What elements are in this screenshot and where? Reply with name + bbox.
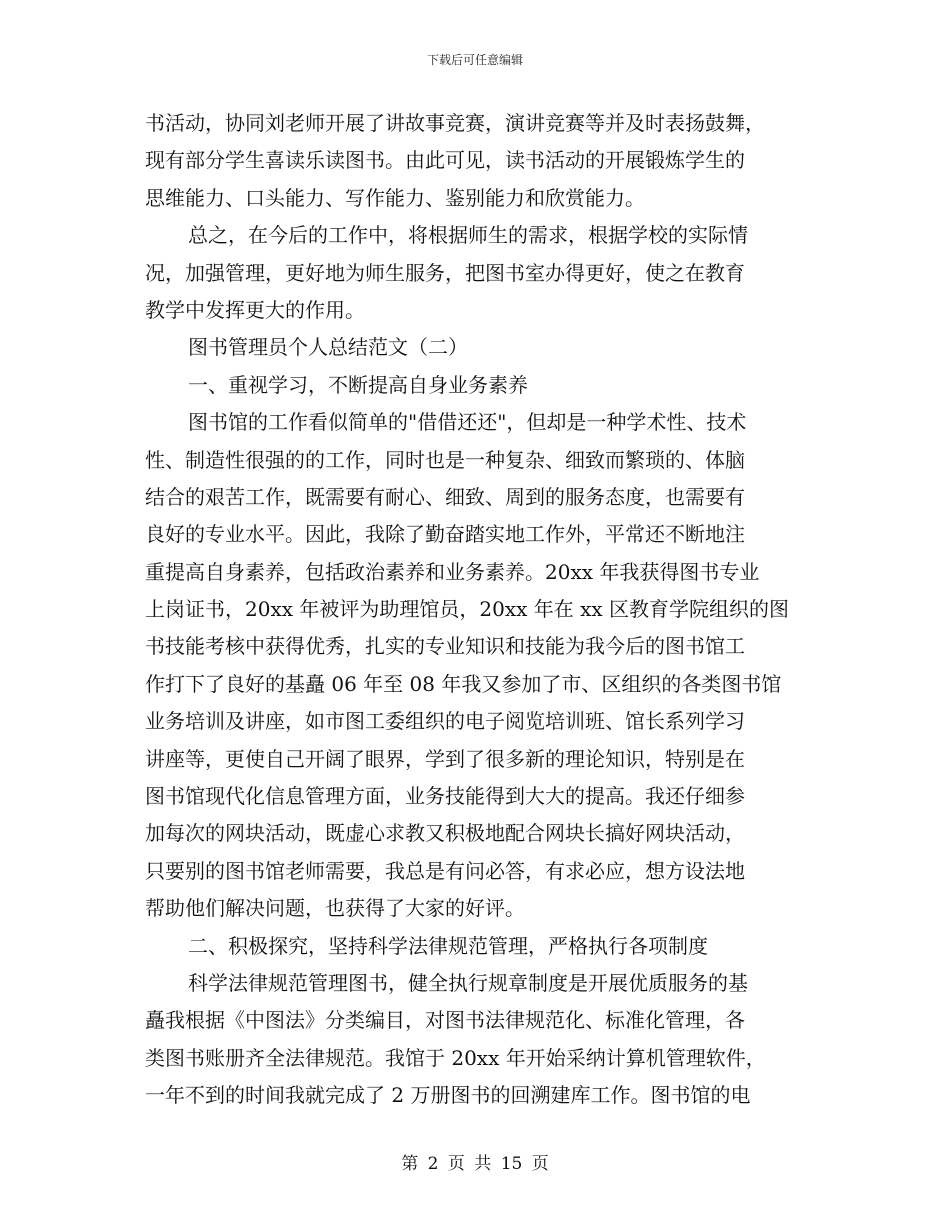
page-header: 下载后可任意编辑 [426,53,523,67]
text-line: 矗我根据《中图法》分类编目，对图书法律规范化、标准化管理，各 [145,1008,745,1033]
paragraph-start-line: 总之，在今后的工作中，将根据师生的需求，根据学校的实际情 [188,223,748,248]
section-heading: 二、积极探究，坚持科学法律规范管理，严格执行各项制度 [188,933,708,958]
text-line: 一年不到的时间我就完成了 2 万册图书的回溯建库工作。图书馆的电 [145,1083,751,1108]
text-line: 现有部分学生喜读乐读图书。由此可见，读书活动的开展锻炼学生的 [145,148,745,173]
text-line: 重提高自身素养，包括政治素养和业务素养。20xx 年我获得图书专业 [145,559,760,584]
text-line: 类图书账册齐全法律规范。我馆于 20xx 年开始采纳计算机管理软件， [145,1045,766,1070]
page-number-footer: 第 2 页 共 15 页 [401,1154,549,1174]
text-line: 作打下了良好的基矗 06 年至 08 年我又参加了市、区组织的各类图书馆 [145,671,782,696]
text-line: 上岗证书，20xx 年被评为助理馆员，20xx 年在 xx 区教育学院组织的图 [145,597,790,622]
text-line: 结合的艰苦工作，既需要有耐心、细致、周到的服务态度，也需要有 [145,484,745,509]
text-line: 讲座等，更使自己开阔了眼界，学到了很多新的理论知识，特别是在 [145,746,745,771]
text-line: 教学中发挥更大的作用。 [145,297,365,322]
document-body [145,105,810,1115]
text-line: 况，加强管理，更好地为师生服务，把图书室办得更好，使之在教育 [145,260,745,285]
section-title: 图书管理员个人总结范文（二） [188,335,468,360]
text-line: 性、制造性很强的的工作，同时也是一种复杂、细致而繁琐的、体脑 [145,447,745,472]
text-line: 业务培训及讲座，如市图工委组织的电子阅览培训班、馆长系列学习 [145,709,745,734]
text-line: 思维能力、口头能力、写作能力、鉴别能力和欣赏能力。 [145,185,645,210]
text-line: 良好的专业水平。因此，我除了勤奋踏实地工作外，平常还不断地注 [145,522,745,547]
text-line: 书技能考核中获得优秀，扎实的专业知识和技能为我今后的图书馆工 [145,634,745,659]
text-line: 加每次的网块活动，既虚心求教又积极地配合网块长搞好网块活动， [145,821,745,846]
paragraph-start-line: 科学法律规范管理图书，健全执行规章制度是开展优质服务的基 [188,970,748,995]
section-heading: 一、重视学习，不断提高自身业务素养 [188,372,528,397]
text-line: 只要别的图书馆老师需要，我总是有问必答，有求必应，想方设法地 [145,858,745,883]
text-line: 帮助他们解决问题，也获得了大家的好评。 [145,896,525,921]
text-line: 书活动，协同刘老师开展了讲故事竞赛，演讲竞赛等并及时表扬鼓舞， [145,111,765,135]
text-line: 图书馆现代化信息管理方面，业务技能得到大大的提高。我还仔细参 [145,784,745,809]
paragraph-start-line: 图书馆的工作看似简单的"借借还还"，但却是一种学术性、技术 [188,410,747,435]
